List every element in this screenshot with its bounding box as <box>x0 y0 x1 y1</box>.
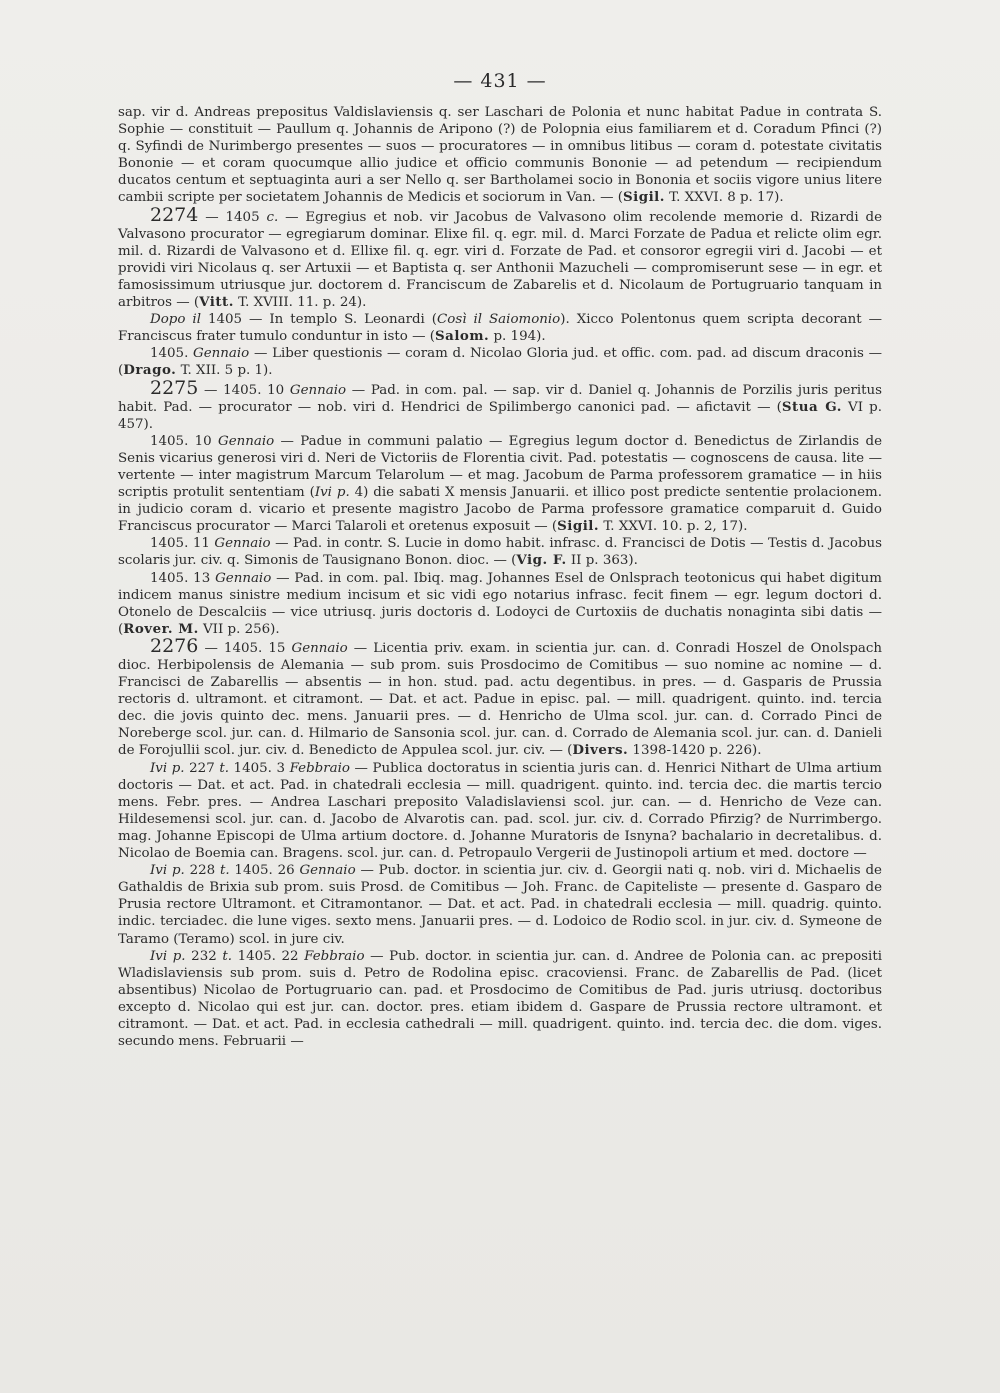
text-run: T. XII. 5 p. 1). <box>176 363 273 379</box>
page-number: — 431 — <box>453 70 547 92</box>
source-citation: Vitt. <box>199 294 234 311</box>
text-run: 232 <box>185 948 223 964</box>
source-citation: Vig. F. <box>516 552 567 569</box>
text-run: — Egregius et nob. vir Jacobus de Valvasono olim recolende memorie d. Rizardi de Valvasono procurator — egregiarum dominar. Elixe fil. q. egr. mil. d. Marci Forzate de Padua et relicte olim egr. mil. d. Rizardi de Valvasono et d. Ellixe fil. q. egr. viri d. Forzate de Pad. et consoror egregii viri d. Jacobi — et providi viri Nicolaus q. ser Artuxii — et Baptista q. ser Anthonii Mazucheli — compromiserunt sese — in egr. et famosissimum utriusque jur. doctorem d. Franciscum de Zabarelis et d. Nicolaum de Portugruario tanquam in arbitros — ( <box>118 209 882 311</box>
source-citation: Drago. <box>123 362 177 379</box>
text-run: — Licentia priv. exam. in scientia jur. can. d. Conradi Hoszel de Onolspach dioc. Herbipolensis de Alemania — sub prom. suis Prosdocimo de Comitibus — suo nomine ac nomine — d. Francisci de Zabarellis — absentis — in hon. stud. pad. actu degentibus. in pres. — d. Gasparis de Prussia rectoris d. ultramont. et citramont. — Dat. et act. Padue in episc. pal. — mill. quadrigent. quinto. ind. tercia dec. die jovis quinto dec. mens. Januarii pres. — d. Henricho de Ulma scol. jur. can. d. Corrado Pinci de Noreberge scol. jur. can. d. Hilmario de Sansonia scol. jur. can. d. Corrado de Alemania scol. jur. can. d. Danieli de Forojullii scol. jur. civ. d. Benedicto de Appulea scol. jur. civ. — ( <box>118 640 882 759</box>
italic-text: Gennaio <box>218 433 275 449</box>
italic-text: Gennaio <box>289 382 347 398</box>
paragraph <box>118 203 882 312</box>
italic-text: t. <box>222 948 232 964</box>
italic-text: t. <box>219 863 230 879</box>
text-run: II p. 363). <box>566 553 638 569</box>
italic-text: Gennaio <box>214 536 271 552</box>
paragraph <box>118 104 882 207</box>
text-body <box>118 104 882 1050</box>
text-run: 4) die sabati X mensis Januarii. et illico post predicte sententie prolacionem. in judicio coram d. vicario et presente magistro Jacobo de Parma professore gramatice comparuit d. Guido Franciscus procurator — Marci Talaroli et oretenus exposuit — ( <box>118 485 882 535</box>
text-run: — Pad. in com. pal. Ibiq. mag. Johannes Esel de Onlsprach teotonicus qui habet digitum indicem manus sinistre medium incisum et sic vidi ego notarius infrasc. fecit finem — egr. legum doctori d. Otonelo de Descalciis — vice utriusq. juris doctoris d. Lodoyci de Curtoxiis de duchatis nonaginta sibi datis — ( <box>118 570 882 637</box>
text-run: 1405. 10 <box>150 433 219 449</box>
text-run: 1405. 26 <box>229 863 300 879</box>
source-citation: Sigil. <box>622 189 665 206</box>
italic-text: Gennaio <box>299 863 356 879</box>
text-run: VII p. 256). <box>198 621 280 637</box>
italic-text: Gennaio <box>215 570 272 586</box>
italic-text: Ivi p. <box>150 948 186 964</box>
text-run: — Pub. doctor. in scientia jur. can. d. Andree de Polonia can. ac prepositi Wladislaviensis sub prom. suis d. Petro de Rodolina episc. cracoviensi. Franc. de Zabarellis de Pad. (licet absentibus) Nicolao de Portugruario can. pad. et Prosdocimo de Comitibus de Pad. juris utriusq. doctoribus excepto d. Nicolao qui est jur. can. doctor. pres. etiam ibidem d. Gaspare de Prussia rectore ultramont. et citramont. — Dat. et act. Pad. in ecclesia cathedrali — mill. quadrigent. quinto. ind. tercia dec. die dom. viges. secundo mens. Februarii — <box>118 948 882 1050</box>
text-run: 1405. 22 <box>231 948 305 964</box>
paragraph <box>118 376 883 433</box>
text-run: — 1405. 10 <box>198 382 290 398</box>
text-run: — Padue in communi palatio — Egregius legum doctor d. Benedictus de Zirlandis de Senis vicarius generosi viri d. Neri de Victoriis de Florentia civit. Pad. potestatis — cognoscens de causa. lite — vertente — inter magistrum Marcum Telarolum — et mag. Jacobum de Parma professorem gramatice — in hiis scriptis protulit sententiam ( <box>118 433 882 501</box>
italic-text: Così il Saiomonio <box>437 312 561 328</box>
paragraph <box>118 311 882 345</box>
text-run: 1398-1420 p. 226). <box>628 743 762 759</box>
paragraph <box>118 433 882 536</box>
paragraph <box>118 570 882 638</box>
text-run: — 1405 <box>198 209 267 225</box>
text-run: VI p. 457). <box>118 399 882 432</box>
source-citation: Divers. <box>572 742 629 759</box>
source-citation: Stua G. <box>781 398 842 415</box>
text-run: sap. vir d. Andreas prepositus Valdislaviensis q. ser Laschari de Polonia et nunc habitat Padue in contrata S. Sophie — constituit — Paullum q. Johannis de Aripono (?) de Polopnia eius familiarem et d. Coradum Pfinci (?) q. Syfindi de Nurimbergo presentes — suos — procuratores — in omnibus litibus — coram d. potestate civitatis Bononie — et coram quocumque allio judice et officio communis Bononie — ad petendum — recipiendum ducatos centum et septuaginta auri a ser Nello q. ser Bartholamei socio in Bononia et sociis vigore unius litere cambii scripte per societatem Johannis de Medicis et sociorum in Van. — ( <box>118 105 882 206</box>
paragraph <box>118 345 882 379</box>
text-run: 227 <box>184 760 220 776</box>
source-citation: Salom. <box>435 328 490 345</box>
text-run: 228 <box>184 863 220 879</box>
entry-number: 2274 <box>150 203 199 226</box>
text-run: 1405 — In templo S. Leonardi ( <box>200 312 438 328</box>
italic-text: t. <box>219 760 229 776</box>
text-run: — Liber questionis — coram d. Nicolao Gloria jud. et offic. com. pad. ad discum draconis — ( <box>118 346 882 379</box>
text-run: — Pad. in contr. S. Lucie in domo habit. infrasc. d. Francisci de Dotis — Testis d. Jacobus scolaris jur. civ. q. Simonis de Tausignano Bonon. dioc. — ( <box>118 536 883 569</box>
italic-text: Ivi p. <box>314 485 350 501</box>
text-run: 1405. <box>150 346 194 362</box>
italic-text: Dopo il <box>150 312 201 328</box>
paragraph <box>118 760 882 863</box>
text-run: p. 194). <box>489 329 546 345</box>
text-run: — 1405. 15 <box>198 640 292 656</box>
text-run: — Publica doctoratus in scientia juris can. d. Henrici Nithart de Ulma artium doctoris — Dat. et act. Pad. in chatedrali ecclesia — mill. quadrigent. quinto. ind. tercia dec. die martis tercio mens. Febr. pres. — Andrea Laschari preposito Valadislaviensi scol. jur. can. — d. Henricho de Veze can. Hildesemensi scol. jur. can. d. Jacobo de Alvarotis can. pad. scol. jur. civ. d. Corrado Pfirzig? de Nurrimbergo. mag. Johanne Episcopi de Ulma artium doctore. d. Johanne Muratoris de Isnyna? bachalario in decretalibus. d. Nicolao de Boemia can. Bragens. scol. jur. can. d. Petropaulo Vergerii de Justinopoli artium et med. doctore — <box>118 760 882 862</box>
italic-text: c. <box>266 209 279 225</box>
text-run: — Pad. in com. pal. — sap. vir d. Daniel q. Johannis de Porzilis juris peritus habit. Pad. — procurator — nob. viri d. Hendrici de Spilimbergo canonici pad. — afictavit — ( <box>118 382 883 415</box>
text-run: 1405. 3 <box>228 760 290 776</box>
paragraph <box>118 948 882 1051</box>
entry-number: 2276 <box>150 634 199 657</box>
italic-text: Ivi p. <box>150 760 185 776</box>
italic-text: Febbraio <box>304 948 365 964</box>
text-run: 1405. 13 <box>150 570 216 586</box>
text-run: T. XXVI. 10. p. 2, 17). <box>599 519 748 535</box>
italic-text: Gennaio <box>193 346 250 362</box>
text-run: 1405. 11 <box>150 536 215 552</box>
entry-number: 2275 <box>150 376 199 399</box>
italic-text: Febbraio <box>289 760 350 776</box>
paragraph <box>118 862 882 947</box>
italic-text: Gennaio <box>291 640 348 656</box>
source-citation: Rover. M. <box>123 620 199 637</box>
text-run: — Pub. doctor. in scientia jur. civ. d. Georgii nati q. nob. viri d. Michaelis de Gathaldis de Brixia sub prom. suis Prosd. de Comitibus — Joh. Franc. de Capiteliste — presente d. Gasparo de Prusia rectore Ultramont. et Citramontanor. — Dat. et act. Pad. in chatedrali ecclesia — mill. quadrig. quinto. indic. terciadec. die lune viges. sexto mens. Januarii pres. — d. Lodoico de Rodio scol. in jur. civ. d. Symeone de Taramo (Teramo) scol. in jure civ. <box>118 863 882 947</box>
text-run: ). Xicco Polentonus quem scripta decorant — Franciscus frater tumulo conduntur in isto — ( <box>118 312 883 345</box>
paragraph <box>118 634 882 760</box>
paragraph <box>118 535 882 569</box>
italic-text: Ivi p. <box>150 863 185 879</box>
text-run: T. XXVI. 8 p. 17). <box>664 190 784 206</box>
text-run: T. XVIII. 11. p. 24). <box>233 295 367 311</box>
source-citation: Sigil. <box>557 518 600 535</box>
